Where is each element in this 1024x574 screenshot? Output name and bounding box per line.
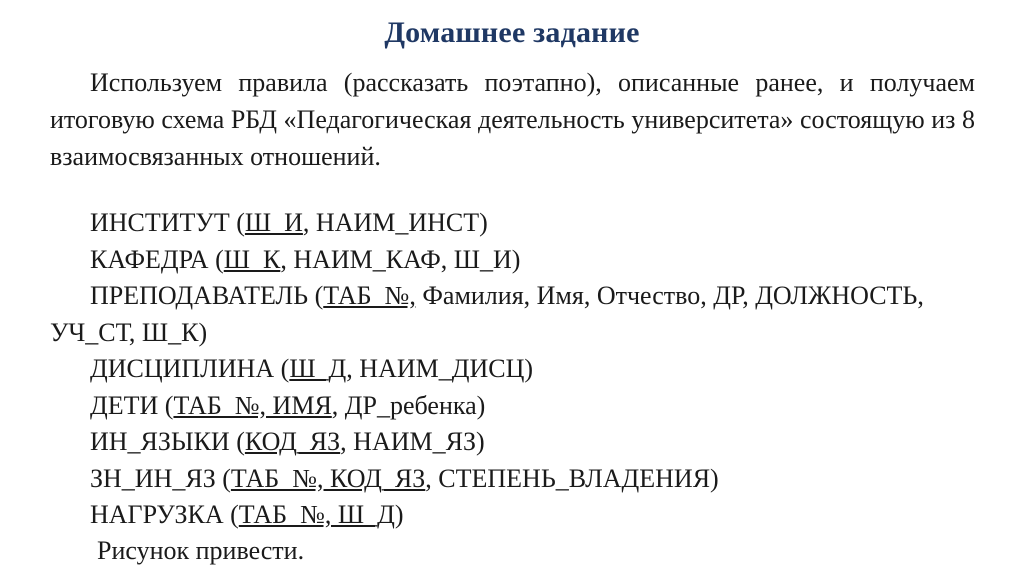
relation-zn-in-yaz: [50, 461, 980, 498]
relation-institut: [50, 205, 980, 242]
relation-open: (: [274, 354, 290, 383]
relation-open: (: [158, 390, 174, 420]
relation-name: ЗН_ИН_ЯЗ: [90, 463, 216, 493]
relation-nagruzka: [50, 497, 980, 534]
relation-list: [50, 205, 980, 534]
note-text: Рисунок привести.: [97, 536, 305, 565]
relation-attributes: , СТЕПЕНЬ_ВЛАДЕНИЯ): [425, 463, 719, 493]
relation-name: КАФЕДРА: [90, 244, 209, 274]
primary-key: ТАБ_№, ИМЯ: [173, 390, 332, 420]
primary-key: ТАБ_№,: [323, 281, 416, 310]
relation-attributes: , НАИМ_ДИСЦ): [346, 354, 534, 383]
slide-title: Домашнее задание: [384, 16, 640, 49]
relation-attributes: , НАИМ_ЯЗ): [340, 427, 485, 456]
relation-open: (: [308, 281, 324, 310]
primary-key: Ш_К: [223, 244, 281, 274]
relation-attributes: , НАИМ_КАФ, Ш_И): [280, 244, 521, 274]
relation-deti: [50, 388, 980, 425]
relation-attributes: Фамилия, Имя, Отчество, ДР, ДОЛЖНОСТЬ, УЧ_СТ, Ш_К): [50, 281, 924, 347]
relation-disciplina: [50, 351, 980, 388]
relation-name: НАГРУЗКА: [90, 500, 224, 529]
intro-paragraph: Используем правила (рассказать поэтапно), описанные ранее, и получаем итоговую схема РБД «Педагогическая деятельность университета» состоящую из 8 взаимосвязанных отношений.: [50, 68, 975, 171]
primary-key: Ш_Д: [289, 354, 347, 383]
relation-prepodavatel: [50, 278, 980, 351]
primary-key: Ш_И: [244, 208, 303, 237]
relation-name: ИН_ЯЗЫКИ: [90, 427, 230, 456]
relation-open: (: [215, 463, 231, 493]
relation-open: (: [229, 208, 245, 237]
primary-key: КОД_ЯЗ: [244, 427, 341, 456]
relation-in-yazyki: [50, 424, 980, 461]
relation-attributes: ): [394, 500, 404, 529]
relation-open: (: [208, 244, 224, 274]
relation-name: ДЕТИ: [90, 390, 159, 420]
relation-open: (: [223, 500, 239, 529]
relation-name: ДИСЦИПЛИНА: [90, 354, 275, 383]
primary-key: ТАБ_№, Ш_Д: [238, 500, 395, 529]
relation-name: ИНСТИТУТ: [90, 208, 230, 237]
relation-attributes: , НАИМ_ИНСТ): [302, 208, 488, 237]
relation-name: ПРЕПОДАВАТЕЛЬ: [90, 281, 309, 310]
relation-attributes: , ДР_ребенка): [331, 390, 486, 420]
relation-kafedra: [50, 242, 980, 279]
primary-key: ТАБ_№, КОД_ЯЗ: [230, 463, 426, 493]
relation-open: (: [229, 427, 245, 456]
